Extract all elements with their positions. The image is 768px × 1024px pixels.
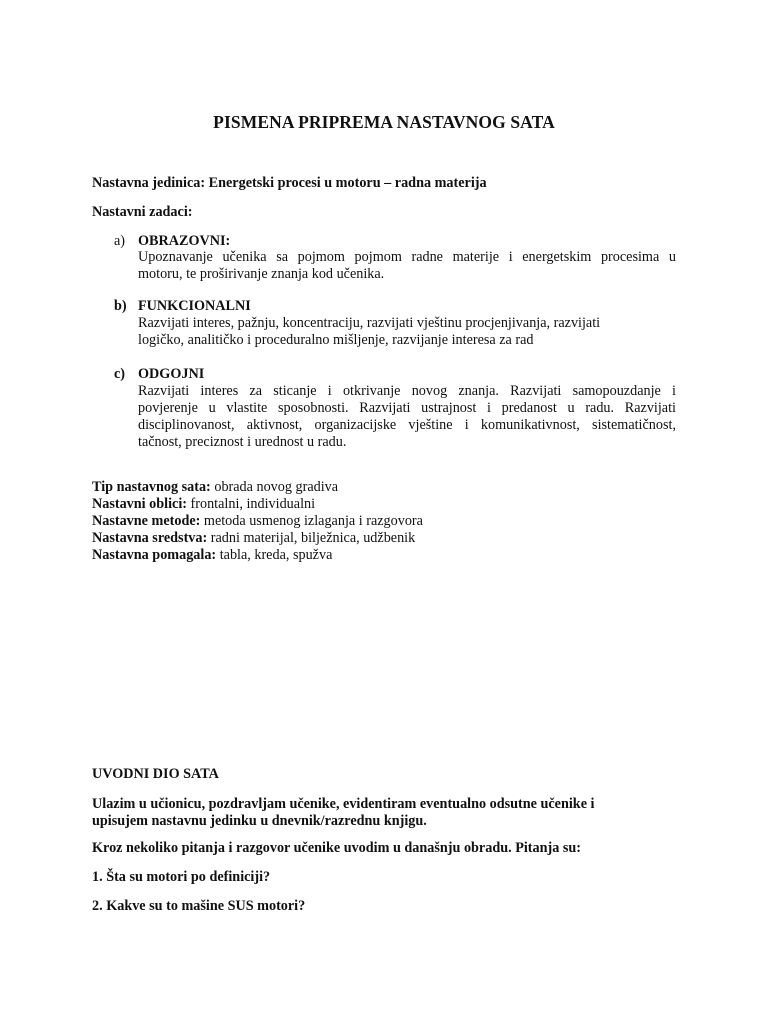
question-1: 1. Šta su motori po definiciji? <box>92 869 271 885</box>
meta-value: radni materijal, bilježnica, udžbenik <box>207 530 416 546</box>
meta-label: Nastavna sredstva: <box>92 530 208 546</box>
zadatak-marker-c: c) <box>114 366 126 382</box>
zadatak-heading-obrazovni: OBRAZOVNI: <box>138 233 231 249</box>
body-line: disciplinovanost, aktivnost, organizacijske vještine i komunikativnost, sistematičnost, <box>138 417 676 433</box>
meta-nastavne-metode <box>92 513 423 530</box>
meta-label: Nastavne metode: <box>92 513 201 529</box>
zadatak-heading-funkcionalni: FUNKCIONALNI <box>138 298 251 314</box>
zadatak-marker-b: b) <box>114 298 127 314</box>
meta-nastavna-pomagala <box>92 547 332 564</box>
meta-label: Nastavni oblici: <box>92 496 187 512</box>
uvodni-para2: Kroz nekoliko pitanja i razgovor učenike uvodim u današnju obradu. Pitanja su: <box>92 840 582 856</box>
meta-tip-sata <box>92 479 338 496</box>
zadatak-body-funkcionalni <box>138 315 658 349</box>
body-line: tačnost, preciznost i urednost u radu. <box>138 434 347 450</box>
question-2: 2. Kakve su to mašine SUS motori? <box>92 898 306 914</box>
meta-value: metoda usmenog izlaganja i razgovora <box>200 513 423 529</box>
meta-value: obrada novog gradiva <box>210 479 339 495</box>
uvodni-para1-line2: upisujem nastavnu jedinku u dnevnik/razrednu knjigu. <box>92 813 427 829</box>
body-line: povjerenje u vlastite sposobnosti. Razvijati ustrajnost i predanost u radu. Razvijati <box>138 400 676 416</box>
body-line: Razvijati interes, pažnju, koncentraciju, razvijati vještinu procjenjivanja, razvijati <box>138 315 601 331</box>
meta-label: Tip nastavnog sata: <box>92 479 211 495</box>
meta-nastavna-sredstva <box>92 530 415 547</box>
zadatak-marker-a: a) <box>114 233 126 249</box>
body-line: Razvijati interes za sticanje i otkrivanje novog znanja. Razvijati samopouzdanje i <box>138 383 676 399</box>
meta-label: Nastavna pomagala: <box>92 547 217 563</box>
zadatak-heading-odgojni: ODGOJNI <box>138 366 205 382</box>
body-line: motoru, te proširivanje znanja kod učenika. <box>138 266 385 282</box>
page-title: PISMENA PRIPREMA NASTAVNOG SATA <box>213 112 555 132</box>
nastavna-jedinica: Nastavna jedinica: Energetski procesi u motoru – radna materija <box>92 175 487 191</box>
uvodni-para1-line1: Ulazim u učionicu, pozdravljam učenike, evidentiram eventualno odsutne učenike i <box>92 796 595 812</box>
meta-nastavni-oblici <box>92 496 315 513</box>
body-line: logičko, analitičko i proceduralno mišljenje, razvijanje interesa za rad <box>138 332 534 348</box>
zadatak-body-odgojni <box>138 383 676 451</box>
zadatak-body-obrazovni <box>138 249 676 283</box>
nastavni-zadaci-label: Nastavni zadaci: <box>92 204 193 220</box>
section-heading-uvodni: UVODNI DIO SATA <box>92 766 219 782</box>
body-line: Upoznavanje učenika sa pojmom pojmom radne materije i energetskim procesima u <box>138 249 676 265</box>
meta-value: frontalni, individualni <box>186 496 316 512</box>
meta-value: tabla, kreda, spužva <box>216 547 333 563</box>
